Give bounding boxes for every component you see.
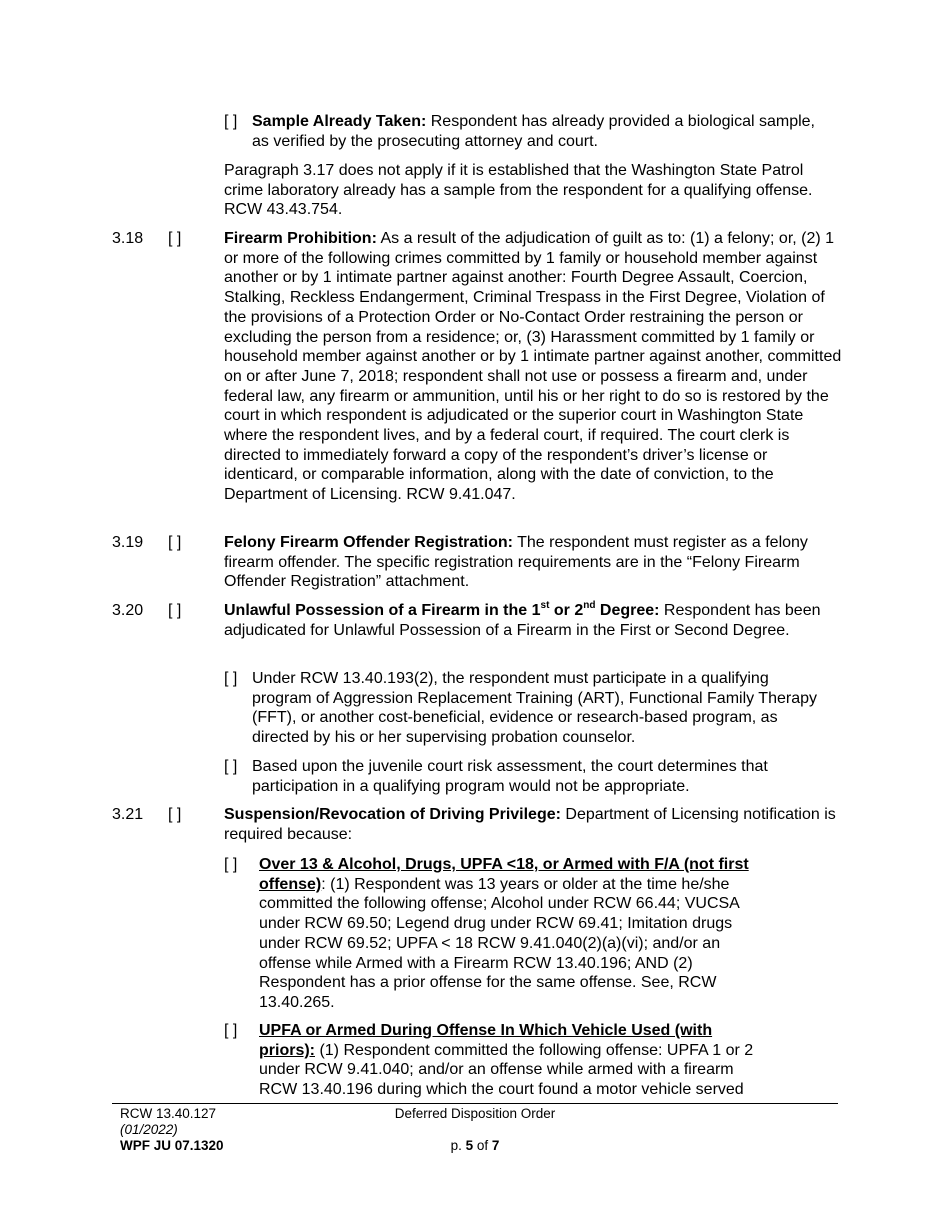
upfa-vehicle-text: (1) Respondent committed the following offense: UPFA 1 or 2 under RCW 9.41.040; and/or an offense while armed with a firearm RCW 13.40.196 during which the court found a motor vehicle served [259,1041,754,1099]
over-13-text: : (1) Respondent was 13 years or older at the time he/she committed the following offense; Alcohol under RCW 66.44; VUCSA under RCW 69.50; Legend drug under RCW 69.41; Imitation drugs under RCW 69.52; UPFA < 18 RCW 9.41.040(2)(a)(vi); and/or an offense while Armed with a Firearm RCW 13.40.196; AND (2) Respondent has a prior offense for the same offense. See, RCW 13.40.265. [259,875,739,1011]
sample-taken-title: Sample Already Taken: [252,113,427,130]
sample-taken-checkbox[interactable]: [ ] [224,113,238,130]
not-appropriate-text: Based upon the juvenile court risk assessment, the court determines that participation in a qualifying program would not be appropriate. [252,758,768,795]
section-3-20-text [224,601,844,640]
not-appropriate-checkbox[interactable]: [ ] [224,758,238,775]
firearm-prohibition-body: As a result of the adjudication of guilt as to: (1) a felony; or, (2) 1 or more of the following crimes committed by 1 family or household member against another or by 1 intimate partner against another: Fourth Degree Assault, Coercion, Stalking, Reckless Endangerment, Criminal Trespass in the First Degree, Violation of the provisions of a Protection Order or No-Contact Order restraining the person or excluding the person from a residence; or, (3) Harassment committed by 1 family or household member against another or by 1 intimate partner against another, committed on or after June 7, 2018; respondent shall not use or possess a firearm and, under federal law, any firearm or ammunition, until his or her right to do so is restored by the court in which respondent is adjudicated or the superior court in Washington State where the respondent lives, and by a federal court, if required. The court clerk is directed to immediately forward a copy of the respondent’s driver’s license or identicard, or comparable information, along with the date of conviction, to the Department of Licensing. RCW 9.41.047. [224,230,842,504]
art-program-checkbox[interactable]: [ ] [224,670,238,687]
section-3-19-text [224,533,844,592]
section-number-3-20: 3.20 [112,602,144,619]
footer-form-id: WPF JU 07.1320 [120,1138,224,1153]
section-3-20-option-art [224,669,824,748]
section-number-3-21: 3.21 [112,806,144,823]
section-3-20-checkbox[interactable]: [ ] [168,602,182,619]
art-program-text: Under RCW 13.40.193(2), the respondent must participate in a qualifying program of Aggression Replacement Training (ART), Functional Family Therapy (FFT), or another cost-beneficial, evidence or research-based program, as directed by his or her supervising probation counselor. [252,670,817,747]
section-3-18-text [224,229,844,505]
firearm-prohibition-title: Firearm Prohibition: [224,230,377,247]
section-3-21-text [224,805,844,844]
felony-firearm-registration-body: The respondent must register as a felony firearm offender. The specific registration requirements are in the “Felony Firearm Offender Registration” attachment. [224,534,808,591]
footer-rcw: RCW 13.40.127 [120,1106,217,1121]
paragraph-317-note: Paragraph 3.17 does not apply if it is established that the Washington State Patrol crime laboratory already has a sample from the respondent for a qualifying offense. RCW 43.43.754. [224,162,813,219]
footer-page-number: p. 5 of 7 [450,1138,500,1153]
footer-date: (01/2022) [120,1122,178,1137]
section-number-3-19: 3.19 [112,534,144,551]
felony-firearm-registration-title: Felony Firearm Offender Registration: [224,534,513,551]
upfa-vehicle-checkbox[interactable]: [ ] [224,1022,238,1039]
driving-privilege-title: Suspension/Revocation of Driving Privilege: [224,806,561,823]
over-13-title: Over 13 & Alcohol, Drugs, UPFA <18, or Armed with F/A (not first offense) [259,856,749,893]
footer-divider [112,1103,838,1104]
section-3-21-checkbox[interactable]: [ ] [168,806,182,823]
over-13-checkbox[interactable]: [ ] [224,856,238,873]
upfa-vehicle-title: UPFA or Armed During Offense In Which Vehicle Used (with priors): [259,1022,713,1059]
sample-taken-text: Respondent has already provided a biological sample, as verified by the prosecuting attorney and court. [252,113,815,150]
section-3-18-checkbox[interactable]: [ ] [168,230,182,247]
section-3-19-checkbox[interactable]: [ ] [168,534,182,551]
footer-document-title: Deferred Disposition Order [394,1106,556,1121]
sample-already-taken-option [224,112,824,151]
section-3-21-option-over-13 [224,855,764,1013]
unlawful-possession-body: Respondent has been adjudicated for Unlawful Possession of a Firearm in the First or Second Degree. [224,602,821,639]
unlawful-possession-title: Unlawful Possession of a Firearm in the 1st or 2nd Degree: [224,599,660,619]
section-number-3-18: 3.18 [112,230,144,247]
section-3-20-option-not-appropriate [224,757,824,796]
driving-privilege-body: Department of Licensing notification is required because: [224,806,836,843]
section-3-21-option-upfa-vehicle [224,1021,764,1100]
